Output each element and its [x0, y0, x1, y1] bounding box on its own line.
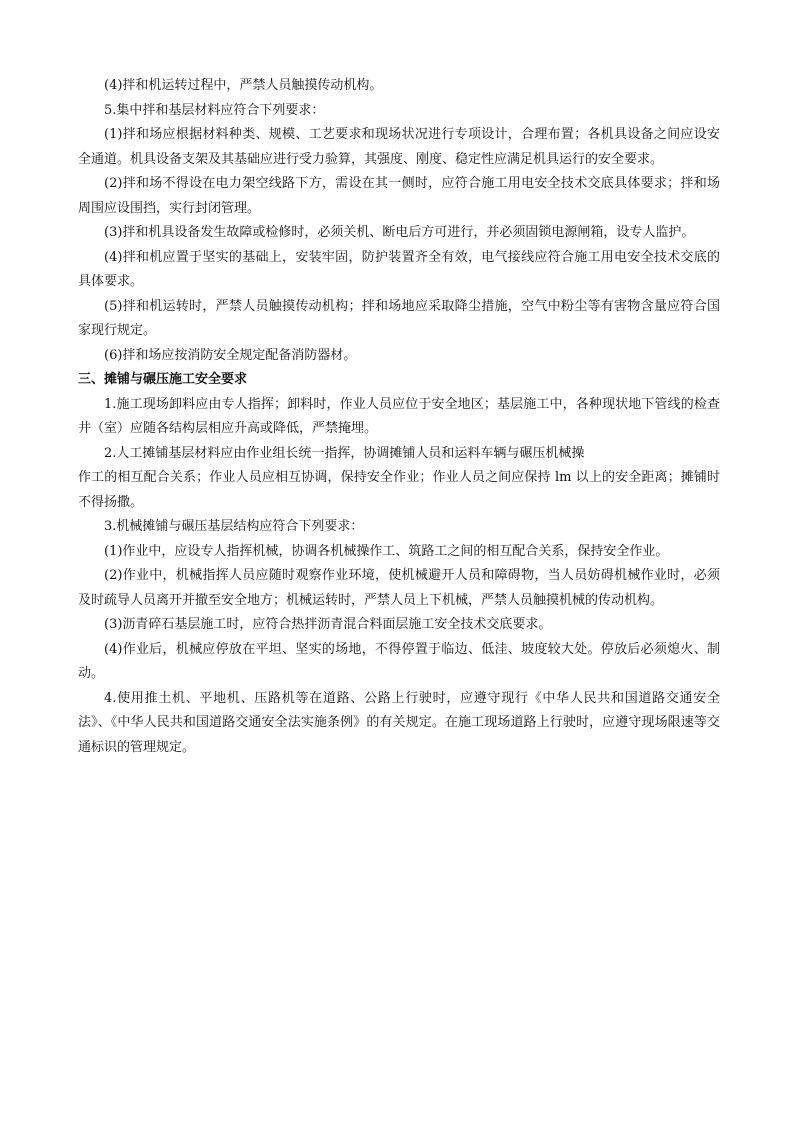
paragraph-mechanical-paving: 3.机械摊铺与碾压基层结构应符合下列要求：	[104, 519, 364, 534]
paragraph-asphalt-base: (3)沥青碎石基层施工时，应符合热拌沥青混合料面层施工安全技术交底要求。	[104, 617, 552, 632]
paragraph-dust-control: (5)拌和机运转时，严禁人员触摸传动机构；拌和场地应采取降尘措施，空气中粉尘等有害物含量应符合国家现行规定。	[78, 298, 720, 338]
paragraph-power-line-restriction: (2)拌和场不得设在电力架空线路下方，需设在其一侧时，应符合施工用电安全技术交底具体要求；拌和场周围应设围挡，实行封闭管理。	[78, 176, 720, 216]
paragraph-mixer-installation: (4)拌和机应置于坚实的基础上，安装牢固，防护装置齐全有效，电气接线应符合施工用电安全技术交底的具体要求。	[78, 249, 720, 289]
paragraph-machine-observation: (2)作业中，机械指挥人员应随时观察作业环境，使机械避开人员和障碍物，当人员妨碍机械作业时，必须及时疏导人员离开并撤至安全地方；机械运转时，严禁人员上下机械，严禁人员触摸机械的传动机构。	[78, 568, 720, 608]
document-body	[78, 74, 720, 760]
paragraph-mixer-operation: (4)拌和机运转过程中，严禁人员触摸传动机构。	[104, 78, 383, 93]
section-heading: 三、摊铺与碾压施工安全要求	[78, 372, 248, 387]
paragraph-manual-paving-line1: 2.人工摊铺基层材料应由作业组长统一指挥，协调摊铺人员和运料车辆与碾压机械操	[104, 445, 585, 461]
paragraph-road-traffic-rules: 4.使用推土机、平地机、压路机等在道路、公路上行驶时，应遵守现行《中华人民共和国道路交通安全法》、《中华人民共和国道路交通安全法实施条例》的有关规定。在施工现场道路上行驶时，应遵守现场限速等交通标识的管理规定。	[78, 690, 720, 755]
paragraph-central-mixing-requirements: 5.集中拌和基层材料应符合下列要求：	[104, 102, 325, 118]
paragraph-manual-paving-line2: 作工的相互配合关系；作业人员应相互协调，保持安全作业；作业人员之间应保持 lm 以上的安全距离；摊铺时不得扬撒。	[78, 470, 720, 510]
paragraph-machine-command: (1)作业中，应设专人指挥机械，协调各机械操作工、筑路工之间的相互配合关系，保持安全作业。	[104, 543, 669, 559]
paragraph-equipment-maintenance: (3)拌和机具设备发生故障或检修时，必须关机、断电后方可进行，并必须固锁电源闸箱，设专人监护。	[104, 225, 695, 240]
paragraph-fire-equipment: (6)拌和场应按消防安全规定配备消防器材。	[104, 347, 357, 363]
paragraph-mixing-site-design: (1)拌和场应根据材料种类、规模、工艺要求和现场状况进行专项设计，合理布置；各机具设备之间应设安全通道。机具设备支架及其基础应进行受力验算，其强度、刚度、稳定性应满足机具运行的安全要求。	[78, 127, 720, 167]
paragraph-unloading: 1.施工现场卸料应由专人指挥；卸料时，作业人员应位于安全地区；基层施工中，各种现状地下管线的检查井（室）应随各结构层相应升高或降低，严禁掩埋。	[78, 396, 720, 436]
paragraph-machine-parking: (4)作业后，机械应停放在平坦、坚实的场地，不得停置于临边、低洼、坡度较大处。停放后必须熄火、制动。	[78, 641, 720, 681]
